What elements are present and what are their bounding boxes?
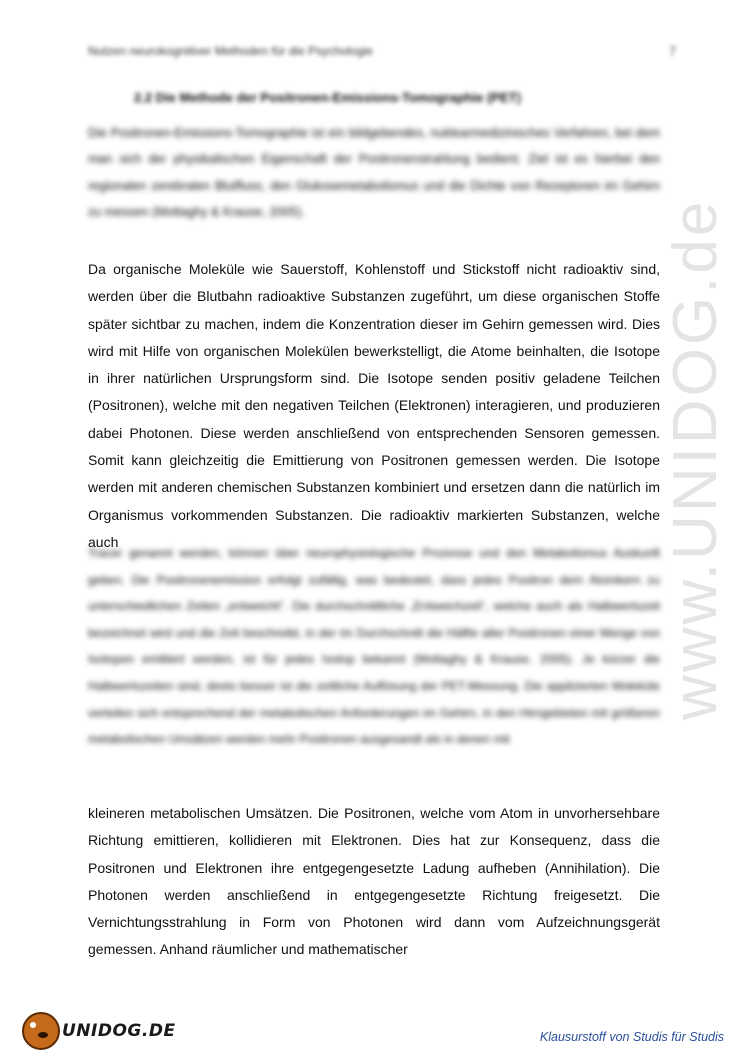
dog-mascot-icon <box>22 1012 60 1050</box>
body-paragraph-visible-1: Da organische Moleküle wie Sauerstoff, Kohlenstoff und Stickstoff nicht radioaktiv sind, werden über die Blutbahn radioaktive Substanzen zugeführt, um diese organischen Stoffe später sichtbar zu machen, indem die Konzentration dieser im Gehirn gemessen wird. Dies wird mit Hilfe von organischen Molekülen bewerkstelligt, die Atome beinhalten, die Isotope in ihrer natürlichen Ursprungsform sind. Die Isotope senden positiv geladene Teilchen (Positronen), welche mit den negativen Teilchen (Elektronen) interagieren, und produzieren dabei Photonen. Diese werden anschließend von entsprechenden Sensoren gemessen. Somit kann gleichzeitig die Emittierung von Positronen gemessen werden. Die Isotope werden mit anderen chemischen Substanzen kombiniert und ersetzen dann die natürlich im Organismus vorkommenden Substanzen. Die radioaktiv markierten Substanzen, welche auch <box>88 261 660 550</box>
body-paragraph-blurred-intro: Die Positronen-Emissions-Tomographie ist ein bildgebendes, nuklearmedizinisches Verfahren, bei dem man sich der physikalischen Eigenschaft der Positronenstrahlung bedient. Ziel ist es hierbei den regionalen zerebralen Blutfluss, den Glukosemetabolismus und die Dichte von Rezeptoren im Gehirn zu messen (Mottaghy & Krause, 2005). <box>88 126 660 220</box>
footer-logo <box>22 1012 176 1050</box>
running-header <box>88 44 676 58</box>
body-paragraph-visible-2: kleineren metabolischen Umsätzen. Die Positronen, welche vom Atom in unvorhersehbare Richtung emittieren, kollidieren mit Elektronen. Dies hat zur Konsequenz, dass die Positronen und Elektronen ihre entgegengesetzte Ladung aufheben (Annihilation). Die Photonen werden anschließend in entgegengesetzte Richtung freigesetzt. Die Vernichtungsstrahlung in Form von Photonen wird dann vom Aufzeichnungsgerät gemessen. Anhand räumlicher und mathematischer <box>88 805 660 958</box>
section-heading: 2.2 Die Methode der Positronen-Emissions-Tomographie (PET) <box>134 90 521 105</box>
vertical-watermark: www.UNIDOG.de <box>661 198 730 720</box>
page-number: 7 <box>669 44 676 58</box>
body-paragraph-blurred-middle: Tracer genannt werden, können über neurophysiologische Prozesse und den Metabolismus Auskunft geben. Die Positronenemission erfolgt zufällig, was bedeutet, dass jedes Positron dem Atomkern zu unterschiedlichen Zeiten „entweicht“. Die durchschnittliche „Entweichzeit“, welche auch als Halbwertszeit bezeichnet wird und die Zeit beschreibt, in der im Durchschnitt die Hälfte aller Positronen einer Menge von Isotopen emittiert werden, ist für jedes Isotop bekannt (Mottaghy & Krause, 2005). Je kürzer die Halbwertszeiten sind, desto besser ist die zeitliche Auflösung der PET-Messung. Die applizierten Moleküle verteilen sich entsprechend der metabolischen Anforderungen im Gehirn, in den Hirngebieten mit größeren metabolischen Umsätzen werden mehr Positronen ausgesandt als in denen mit <box>88 546 660 747</box>
footer-slogan: Klausurstoff von Studis für Studis <box>539 1030 724 1044</box>
logo-text: UNIDOG.DE <box>62 1021 176 1041</box>
running-title: Nutzen neurokognitiver Methoden für die Psychologie <box>88 44 373 58</box>
